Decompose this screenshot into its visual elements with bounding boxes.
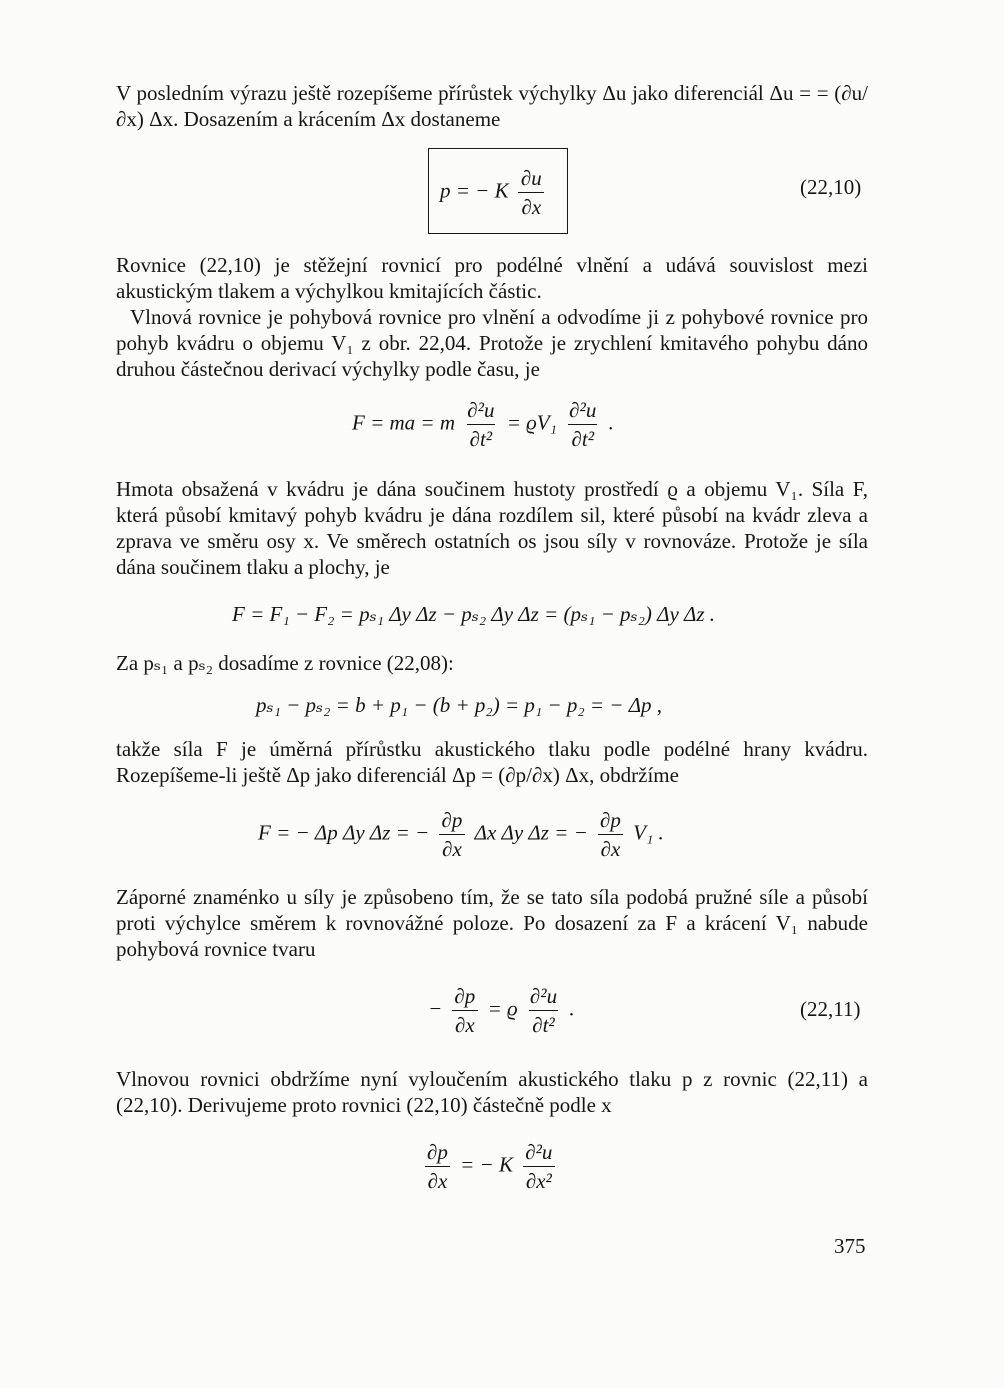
equation-22-11 bbox=[428, 984, 575, 1037]
equation-part: F = ma = m bbox=[352, 410, 456, 435]
fraction-numerator: ∂p bbox=[454, 984, 476, 1008]
paragraph-6: takže síla F je úměrná přírůstku akustického tlaku podle podélné hrany kvádru. Rozepíšeme-li ještě Δp jako diferenciál Δp = (∂p/∂x) Δx, obdržíme bbox=[116, 737, 868, 787]
fraction-denominator: ∂t² bbox=[568, 424, 597, 451]
equation-number: (22,10) bbox=[800, 175, 862, 199]
fraction-numerator: ∂u bbox=[520, 166, 542, 190]
fraction-denominator: ∂x bbox=[452, 1010, 478, 1037]
paragraph-5: Za pₛ₁ a pₛ₂ dosadíme z rovnice (22,08): bbox=[116, 651, 454, 675]
equation-number: (22,11) bbox=[800, 997, 861, 1021]
fraction-denominator: ∂x bbox=[598, 834, 624, 861]
equation-force-difference: F = F₁ − F₂ = pₛ₁ Δy Δz − pₛ₂ Δy Δz = (pₛ₁ − pₛ₂) Δy Δz . bbox=[232, 602, 716, 626]
fraction bbox=[518, 166, 545, 219]
equation-pressure-difference: pₛ₁ − pₛ₂ = b + p₁ − (b + p₂) = p₁ − p₂ = − Δp , bbox=[256, 693, 663, 717]
equation-22-10 bbox=[440, 166, 549, 219]
fraction-numerator: ∂p bbox=[600, 808, 621, 832]
fraction-denominator: ∂x² bbox=[523, 1166, 555, 1193]
fraction-numerator: ∂p bbox=[427, 1140, 448, 1164]
fraction-numerator: ∂²u bbox=[467, 398, 495, 422]
fraction bbox=[527, 984, 560, 1037]
paragraph-2: Rovnice (22,10) je stěžejní rovnicí pro podélné vlnění a udává souvislost mezi akustickým tlakem a výchylkou kmitajících částic. bbox=[116, 253, 868, 303]
paragraph-1: V posledním výrazu ještě rozepíšeme přírůstek výchylky Δu jako diferenciál Δu = = (∂u/∂x) Δx. Dosazením a krácením Δx dostaneme bbox=[116, 81, 868, 131]
equation-part: = − K bbox=[460, 1152, 513, 1177]
fraction-numerator: ∂²u bbox=[569, 398, 597, 422]
fraction-denominator: ∂x bbox=[518, 192, 544, 219]
equation-part: = ϱ bbox=[487, 996, 518, 1021]
equation-part: − bbox=[428, 996, 443, 1021]
paragraph-8: Vlnovou rovnici obdržíme nyní vyloučením akustického tlaku p z rovnic (22,11) a (22,10). Derivujeme proto rovnici (22,10) částečně podle x bbox=[116, 1067, 868, 1117]
paragraph-4: Hmota obsažená v kvádru je dána součinem hustoty prostředí ϱ a objemu V₁. Síla F, která působí kmitavý pohyb kvádru je dána rozdílem sil, které působí na kvádr zleva a zprava ve směru osy x. Ve směrech ostatních os jsou síly v rovnováze. Protože je síla dána součinem tlaku a plochy, je bbox=[116, 477, 868, 579]
equation-part: . bbox=[608, 410, 614, 435]
fraction-numerator: ∂²u bbox=[525, 1140, 553, 1164]
equation-part: Δx Δy Δz = − bbox=[474, 820, 588, 845]
equation-force-gradient bbox=[258, 808, 664, 861]
equation-newton bbox=[352, 398, 614, 451]
equation-part: F = − Δp Δy Δz = − bbox=[258, 820, 430, 845]
paragraph-7: Záporné znaménko u síly je způsobeno tím, že se tato síla podobá pružné síle a působí proti výchylce směrem k rovnovážné poloze. Po dosazení za F a krácení V₁ nabude pohybová rovnice tvaru bbox=[116, 885, 868, 961]
page-number: 375 bbox=[834, 1234, 866, 1258]
fraction-denominator: ∂t² bbox=[467, 424, 496, 451]
fraction bbox=[566, 398, 599, 451]
equation-derivative bbox=[420, 1140, 559, 1193]
fraction bbox=[451, 984, 478, 1037]
fraction bbox=[597, 808, 624, 861]
equation-part: = ϱV₁ bbox=[506, 410, 557, 435]
fraction bbox=[522, 1140, 555, 1193]
fraction-numerator: ∂p bbox=[441, 808, 463, 832]
fraction-denominator: ∂x bbox=[425, 1166, 451, 1193]
equation-part: . bbox=[569, 996, 575, 1021]
fraction-numerator: ∂²u bbox=[529, 984, 558, 1008]
fraction bbox=[424, 1140, 451, 1193]
fraction bbox=[464, 398, 497, 451]
fraction-denominator: ∂x bbox=[439, 834, 465, 861]
fraction-denominator: ∂t² bbox=[529, 1010, 558, 1037]
equation-part: V₁ . bbox=[633, 820, 664, 845]
paragraph-3: Vlnová rovnice je pohybová rovnice pro vlnění a odvodíme ji z pohybové rovnice pro pohyb kvádru o objemu V₁ z obr. 22,04. Protože je zrychlení kmitavého pohybu dáno druhou částečnou derivací výchylky podle času, je bbox=[116, 305, 868, 381]
fraction bbox=[438, 808, 465, 861]
equation-lhs: p = − K bbox=[440, 178, 509, 203]
